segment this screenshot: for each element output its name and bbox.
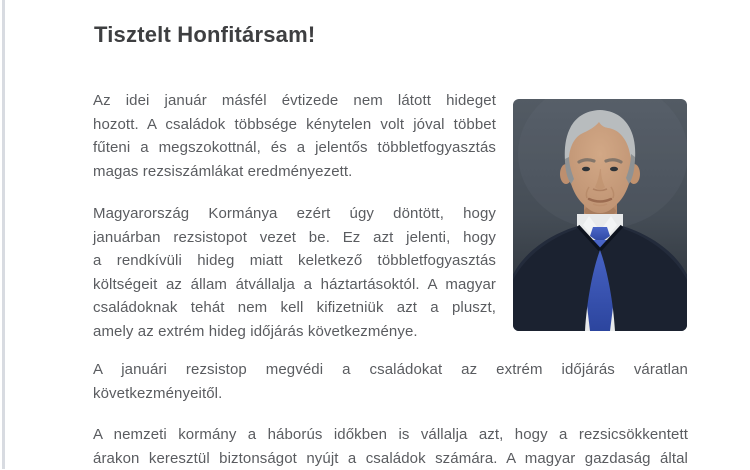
text-line: fűteni a megszokottnál, és a jelentős többletfogyasztás	[93, 136, 496, 160]
text-line: árakon keresztül biztonságot nyújt a családok számára. A magyar gazdaság által	[93, 447, 688, 470]
text-line: a rendkívüli hideg miatt keletkező többletfogyasztás	[93, 249, 496, 273]
text-line: családoknak tehát nem kell kifizetniük azt a pluszt,	[93, 296, 496, 320]
text-line: A januári rezsistop megvédi a családokat az extrém időjárás váratlan	[93, 358, 688, 382]
text-line: Az idei január másfél évtizede nem látott hideget	[93, 89, 496, 113]
text-line: amely az extrém hideg időjárás következménye.	[93, 320, 496, 344]
letter-title: Tisztelt Honfitársam!	[94, 22, 315, 48]
portrait-illustration	[513, 99, 687, 331]
portrait-photo	[513, 99, 687, 331]
text-line: költségeit az állam átvállalja a háztartásoktól. A magyar	[93, 273, 496, 297]
paragraph-rezsistop-protects	[93, 358, 688, 405]
text-line: A nemzeti kormány a háborús időkben is vállalja azt, hogy a rezsicsökkentett	[93, 423, 688, 447]
eye-right	[610, 167, 618, 172]
text-line: magas rezsiszámlákat eredményezett.	[93, 160, 496, 184]
eye-left	[582, 167, 590, 172]
paragraph-government-decision	[93, 202, 496, 343]
paragraph-cold-january	[93, 89, 496, 183]
page-left-border	[2, 0, 5, 469]
text-line: hozott. A családok többsége kénytelen volt jóval többet	[93, 113, 496, 137]
paragraph-national-government	[93, 423, 688, 470]
text-line: következményeitől.	[93, 382, 688, 406]
text-line: januárban rezsistopot vezet be. Ez azt jelenti, hogy	[93, 226, 496, 250]
text-line: Magyarország Kormánya ezért úgy döntött, hogy	[93, 202, 496, 226]
